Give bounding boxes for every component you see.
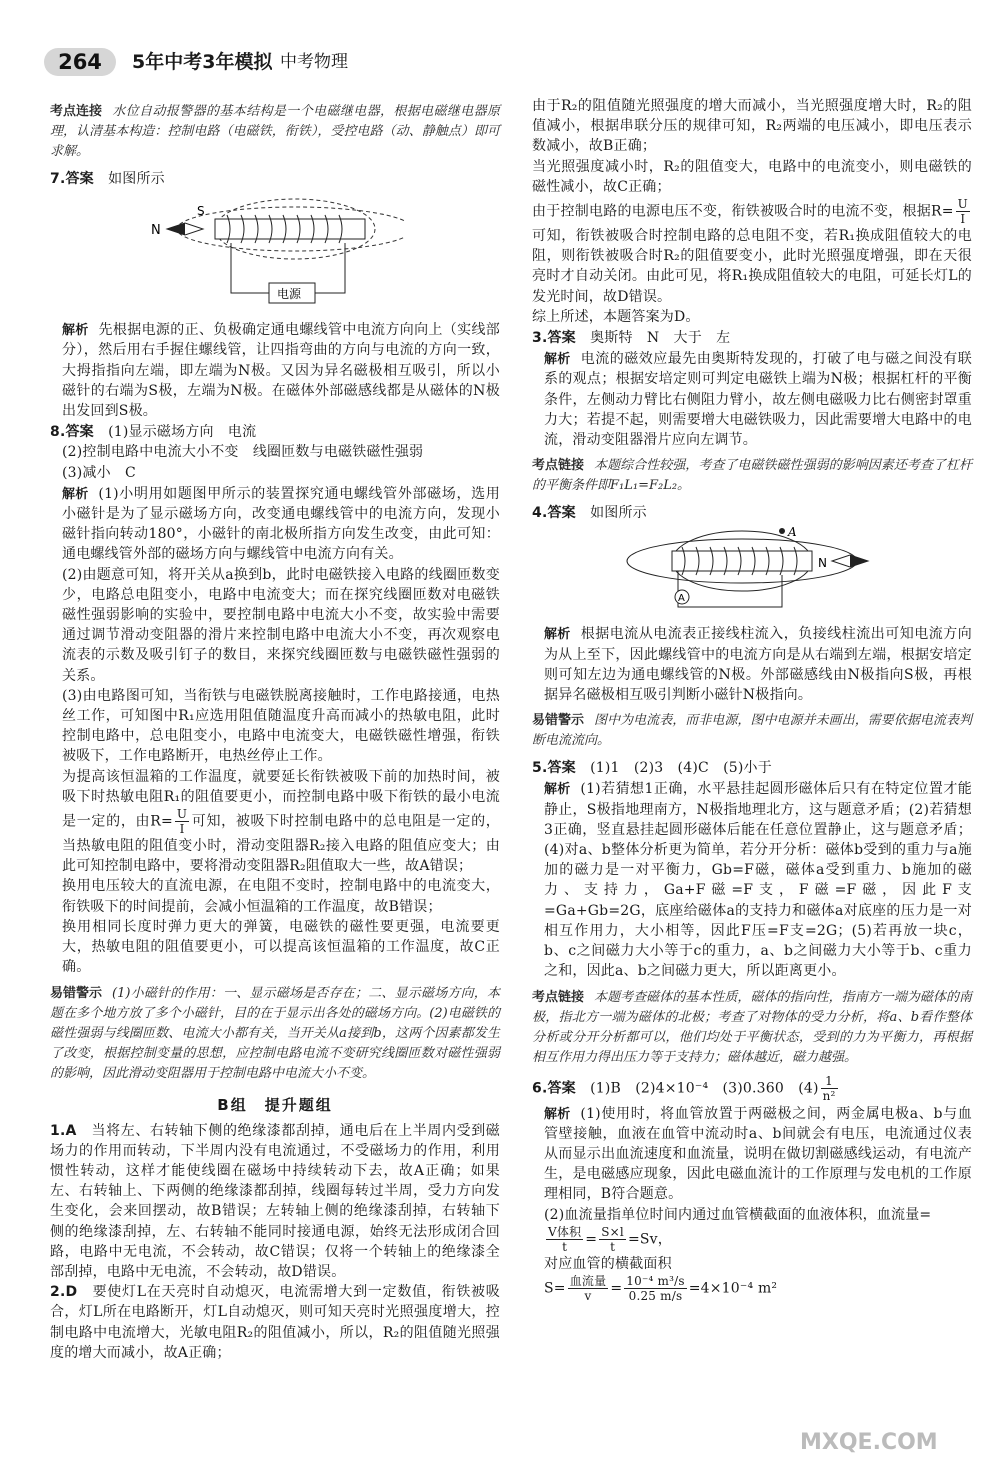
solenoid-figure-7 bbox=[145, 193, 405, 313]
q6-analysis-3: 对应血管的横截面积 bbox=[544, 1255, 672, 1272]
right-column bbox=[532, 96, 972, 1303]
q6-formula-2: S= $\frac{\text{血流量}}{v}$ = $\frac{\text{10⁻⁴ m³/s}}{0.25 m/s}$ =4×10⁻⁴ m² bbox=[544, 1273, 778, 1303]
q8-answer-1: 8.答案 (1)显示磁场方向 电流 bbox=[50, 424, 257, 441]
series-title: 5年中考3年模拟 bbox=[132, 51, 273, 73]
r-para-4: 综上所述，本题答案为D。 bbox=[532, 308, 700, 325]
q8-analysis-3: (3)由电路图可知，当衔铁与电磁铁脱离接触时，工作电路接通，电热丝工作，可知图中R₁应选用阻值随温度升高而减小的热敏电阻，此时控制电路中，总电阻变小，电路中电流变大，电磁铁磁性增强，衔铁被吸下，工作电路断开，电热丝停止工作。 bbox=[62, 687, 500, 765]
group-b-title: B组 提升题组 bbox=[217, 1095, 333, 1114]
page-number: 264 bbox=[44, 48, 116, 76]
fraction-u-over-i: $\frac{U}{I}$ bbox=[176, 807, 188, 837]
q4-analysis: 解析 根据电流从电流表正接线柱流入，负接线柱流出可知电流方向为从上至下，因此螺线管中的电流方向是从右端到左端，根据安培定则可知左边为通电螺线管的N极。外部磁感线由N极指向S极，再根据异名磁极相互吸引判断小磁针N极指向。 bbox=[544, 626, 972, 704]
b1-answer: 1.A 当将左、右转轴下侧的绝缘漆都刮掉，通电后在上半周内受到磁场力的作用而转动，下半周内没有电流通过，不受磁场力的作用，利用惯性转动，这样才能使线圈在磁场中持续转动下去，故A正确；如果左、右转轴上、下两侧的绝缘漆都刮掉，线圈每转过半周，受力方向发生变化，会来回摆动，故B错误；左转轴上侧的绝缘漆刮掉，右转轴下侧的绝缘漆刮掉，左、右转轴不能同时接通电源，始终无法形成闭合回路，电路中无电流，不会转动，故C错误；仅将一个转轴上的绝缘漆全部刮掉，电路中无电流，不会转动，故D错误。 bbox=[50, 1122, 500, 1280]
left-column bbox=[50, 96, 500, 1363]
label-n-2: N bbox=[818, 556, 827, 571]
q8-analysis-5: 换用电压较大的直流电源，在电阻不变时，控制电路中的电流变大，衔铁吸下的时间提前，会减小恒温箱的工作温度，故B错误； bbox=[62, 878, 500, 915]
r-para-1: 由于R₂的阻值随光照强度的增大而减小，当光照强度增大时，R₂的阻值减小，根据串联分压的规律可知，R₂两端的电压减小，即电压表示数减小，故B正确； bbox=[532, 98, 972, 155]
q5-kaodian: 考点链接 本题考查磁体的基本性质，磁体的指向性，指南方一端为磁体的南极，指北方一端为磁体的北极；考查了对物体的受力分析，将a、b看作整体分析或分开分析都可以，他们均处于平衡状态，受到的力为平衡力，再根据相互作用力得出压力等于支持力；磁体越近，磁力越强。 bbox=[532, 989, 972, 1065]
r-para-3: 由于控制电路的电源电压不变，衔铁被吸合时的电流不变，根据R= $\frac{U}{I}$ 可知，衔铁被吸合时控制电路的总电阻不变，若R₁换成阻值较大的电阻，则衔铁被吸合时R₂的阻值要变小，此时光照强度增强，即在天很亮时才自动关闭。由此可见，将R₁换成阻值较大的电阻，可延长灯L的发光时间，故D错误。 bbox=[532, 197, 972, 305]
label-a: A bbox=[788, 527, 797, 540]
watermark-logo bbox=[790, 1399, 970, 1459]
r-para-2: 当光照强度减小时，R₂的阻值变大，电路中的电流变小，则电磁铁的磁性减小，故C正确； bbox=[532, 158, 972, 195]
solenoid-figure-4 bbox=[622, 527, 882, 617]
q3-answer: 3.答案 奥斯特 N 大于 左 bbox=[532, 330, 731, 347]
fraction-u-over-i-2: $\frac{U}{I}$ bbox=[957, 197, 968, 227]
page-header bbox=[22, 46, 978, 80]
label-s: S bbox=[197, 204, 205, 219]
q6-analysis-1: 解析 (1)使用时，将血管放置于两磁极之间，两金属电极a、b与血管壁接触，血液在血管中流动时a、b间就会有电压，电流通过仪表从而显示出血流速度和血流量，说明在做切割磁感线运动，有电流产生，是电磁感应现象，因此电磁血流计的工作原理与发电机的工作原理相同，B符合题意。 bbox=[544, 1105, 972, 1203]
q8-analysis-1: 解析 (1)小明用如题图甲所示的装置探究通电螺线管外部磁场，选用小磁针是为了显示磁场方向，改变通电螺线管中的电流方向，发现小磁针指向转动180°，小磁针的南北极所指方向发生改变，由此可知：通电螺线管外部的磁场方向与螺线管中电流方向有关。 bbox=[62, 485, 500, 563]
q6-formula-1: $\frac{\text{V体积}}{t}$ = $\frac{S\times l}{t}$ =Sv， bbox=[548, 1224, 672, 1254]
q7-analysis: 解析 先根据电源的正、负极确定通电螺线管中电流方向向上（实线部分），然后用右手握住螺线管，让四指弯曲的方向与电流的方向一致，大拇指指向左端，即左端为N极。又因为异名磁极相互吸引，所以小磁针的右端为S极，左端为N极。在磁体外部磁感线都是从磁体的N极出发回到S极。 bbox=[62, 322, 500, 420]
b2-answer: 2.D 要使灯L在天亮时自动熄灭，电流需增大到一定数值，衔铁被吸合，灯L所在电路断开，灯L自动熄灭，则可知天亮时光照强度增大，控制电路中电流增大，光敏电阻R₂的阻值减小，所以，R₂的阻值随光照强度的增大而减小，故A正确； bbox=[50, 1284, 500, 1361]
q6-analysis-2: (2)血流量指单位时间内通过血管横截面的血液体积，血流量= bbox=[544, 1206, 932, 1223]
q8-answer-2: (2)控制电路中电流大小不变 线圈匝数与电磁铁磁性强弱 bbox=[62, 444, 424, 461]
q7-answer: 7.答案 如图所示 bbox=[50, 171, 165, 187]
q3-analysis: 解析 电流的磁效应最先由奥斯特发现的，打破了电与磁之间没有联系的观点；根据安培定则可判定电磁铁上端为N极；根据杠杆的平衡条件，左侧动力臂比右侧阻力臂小，故左侧电磁吸力比右侧密封罩重力大；若提不起，则需要增大电磁铁吸力，因此需要增大电路中的电流，滑动变阻器滑片应向左调节。 bbox=[544, 351, 972, 449]
fraction-1-over-n2: $\frac{1}{\text{n²}}$ bbox=[822, 1073, 836, 1103]
subject-title: 中考物理 bbox=[280, 52, 348, 72]
q8-analysis-6: 换用相同长度时弹力更大的弹簧，电磁铁的磁性要更强，电流要更大，热敏电阻的阻值要更小，可以提高该恒温箱的工作温度，故C正确。 bbox=[62, 918, 500, 976]
kaodian-note-1: 考点连接 水位自动报警器的基本结构是一个电磁继电器，根据电磁继电器原理，认清基本构造：控制电路（电磁铁，衔铁），受控电路（动、静触点）即可求解。 bbox=[50, 104, 500, 159]
svg-text:MXQE.COM: MXQE.COM bbox=[800, 1430, 938, 1455]
label-n: N bbox=[151, 223, 161, 239]
q3-kaodian: 考点链接 本题综合性较强，考查了电磁铁磁性强弱的影响因素还考查了杠杆的平衡条件即F₁L₁=F₂L₂。 bbox=[532, 458, 972, 494]
q5-answer: 5.答案 (1)1 (2)3 (4)C (5)小于 bbox=[532, 760, 772, 777]
q8-analysis-4: 为提高该恒温箱的工作温度，就要延长衔铁被吸下前的加热时间，被吸下时热敏电阻R₁的阻值要更小，而控制电路中吸下衔铁的最小电流是一定的，由R= $\frac{U}{I}$ 可知，被吸下时控制电路中的总电阻是一定的，当热敏电阻的阻值变小时，滑动变阻器R₂接入电路的阻值应变大；由此可知控制电路中，要将滑动变阻器R₂阻值取大一些，故A错误； bbox=[62, 768, 501, 875]
q8-analysis-2: (2)由题意可知，将开关从a换到b，此时电磁铁接入电路的线圈匝数变少，电路总电阻变小，电路中电流变大；而在探究线圈匝数对电磁铁磁性强弱影响的实验中，要控制电路中电流大小不变，故实验中需要通过调节滑动变阻器的滑片来控制电路中电流大小不变，再次观察电流表的示数及吸引钉子的数目，来探究线圈匝数与电磁铁磁性强弱的关系。 bbox=[62, 566, 500, 684]
power-label: 电源 bbox=[277, 287, 302, 302]
q6-answer: 6.答案 (1)B (2)4×10⁻⁴ (3)0.360 (4) $\frac{1}{\text{n²}}$ bbox=[532, 1073, 836, 1103]
ammeter-label: A bbox=[678, 593, 685, 605]
q8-answer-3: (3)减小 C bbox=[62, 464, 136, 481]
q4-yicuo: 易错警示 图中为电流表，而非电源，图中电源并未画出，需要依据电流表判断电流流向。 bbox=[532, 713, 972, 749]
q5-analysis: 解析 (1)若猜想1正确，水平悬挂起圆形磁体后只有在特定位置才能静止，S极指地理南方，N极指地理北方，这与题意矛盾；(2)若猜想3正确，竖直悬挂起圆形磁体后能在任意位置静止，这与题意矛盾；(4)对a、b整体分析更为简单，若分开分析：磁体b受到的重力与a施加的磁力是一对平衡力，Gb=F磁，磁体a受到重力、b施加的磁力、支持力，Ga+F磁=F支，F磁=F磁，因此F支=Ga+Gb=2G，底座给磁体a的支持力和磁体a对底座的压力是一对相互作用力，大小相等，因此F压=F支=2G；(5)若再放一块c，b、c之间磁力大小等于c的重力，a、b之间磁力大小等于b、c重力之和，因此a、b之间磁力更大，所以距离更小。 bbox=[544, 781, 972, 980]
yicuo-note: 易错警示 (1)小磁针的作用：一、显示磁场是否存在；二、显示磁场方向，本题在多个地方放了多个小磁针，目的在于显示出各处的磁场方向。(2)电磁铁的磁性强弱与线圈匝数、电流大小都有关，当开关从a接到b，这两个因素都发生了改变，根据控制变量的思想，应控制电路电流不变研究线圈匝数对磁性强弱的影响，因此滑动变阻器用于控制电路中电流大小不变。 bbox=[50, 985, 500, 1081]
q4-answer: 4.答案 如图所示 bbox=[532, 505, 647, 522]
